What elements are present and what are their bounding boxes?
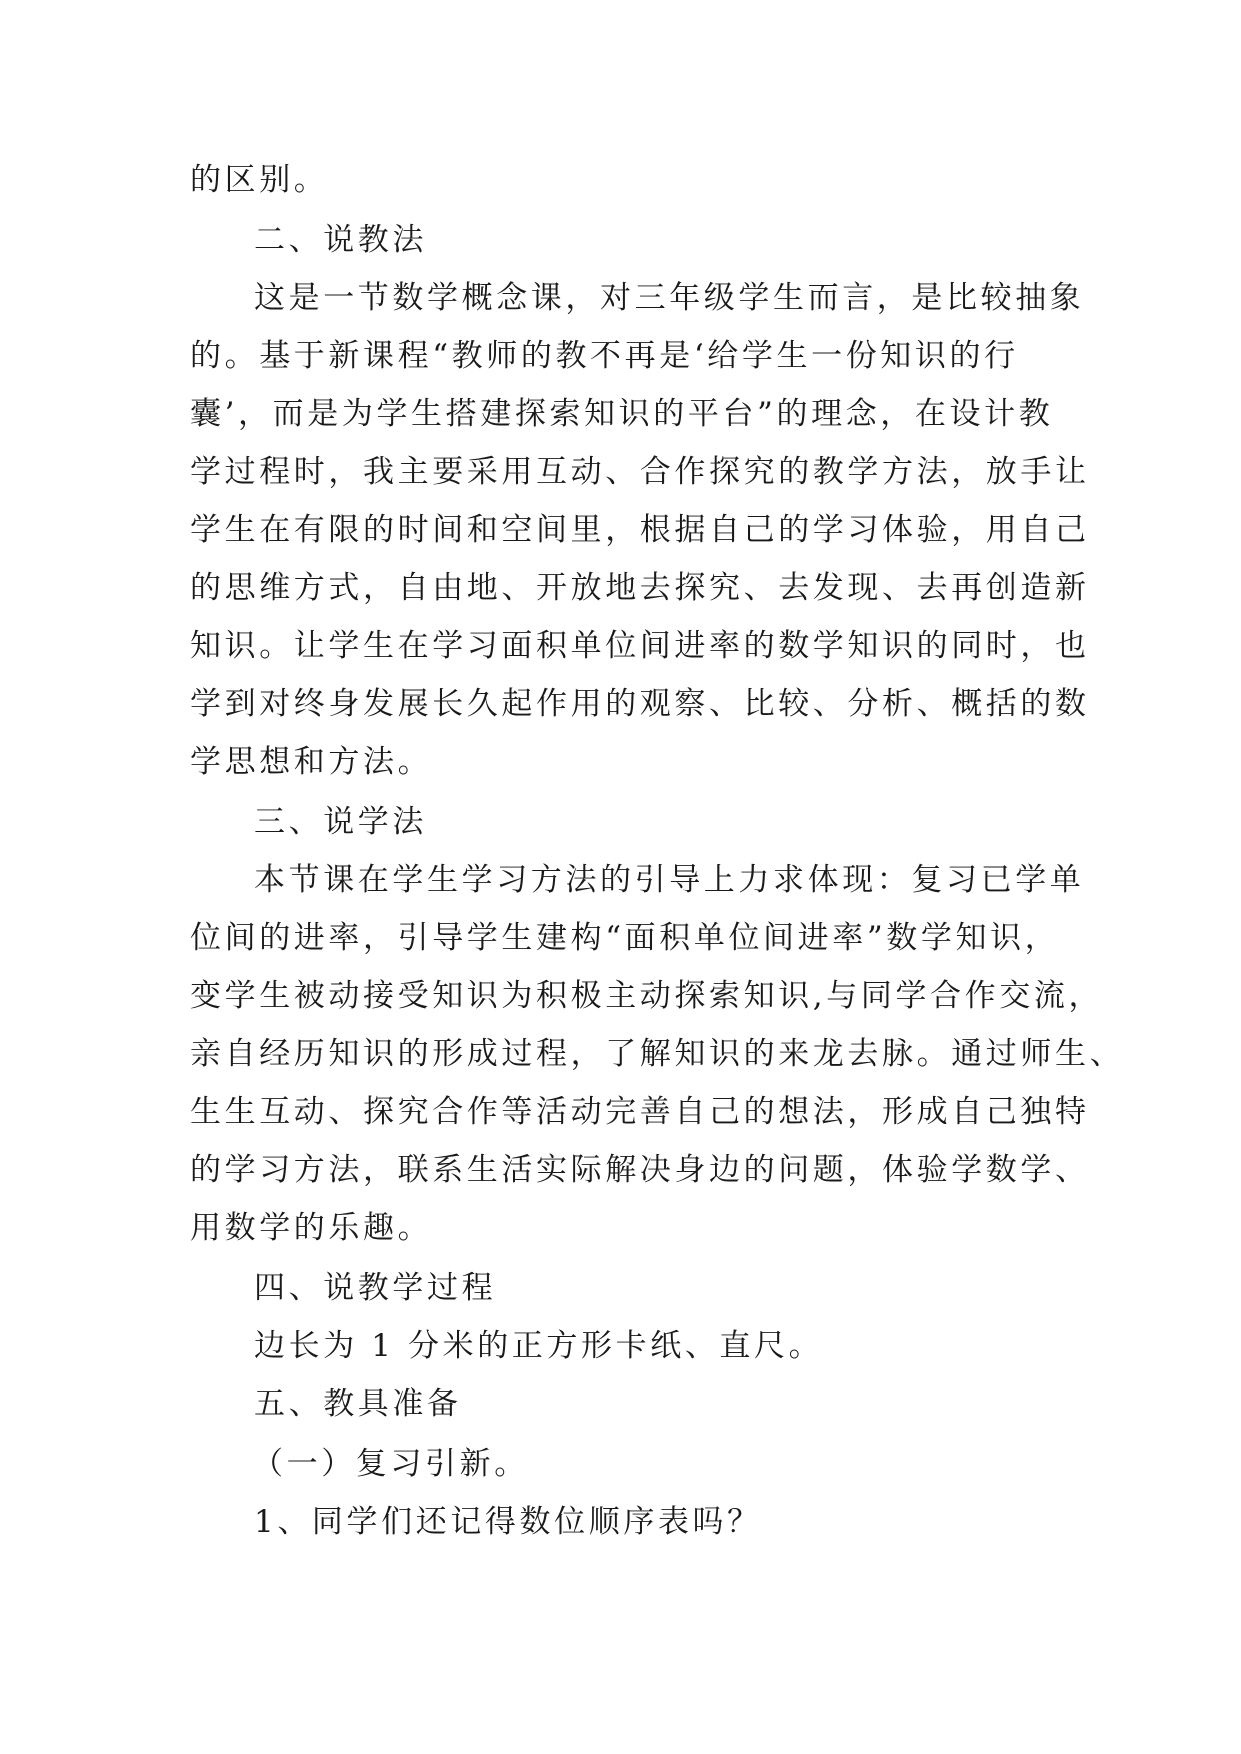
paragraph-line: 的学习方法，联系生活实际解决身边的问题，体验学数学、 (190, 1152, 1090, 1188)
section-heading-teaching-process: 四、说教学过程 (254, 1270, 497, 1306)
paragraph-line: 囊’，而是为学生搭建探索知识的平台”的理念，在设计教 (190, 396, 1054, 432)
paragraph-line: 的思维方式，自由地、开放地去探究、去发现、去再创造新 (190, 570, 1090, 606)
section-heading-learning-method: 三、说学法 (254, 804, 427, 840)
section-heading-teaching-aids: 五、教具准备 (254, 1386, 462, 1422)
paragraph-line: 变学生被动接受知识为积极主动探索知识,与同学合作交流， (190, 978, 1104, 1014)
paragraph-line: 生生互动、探究合作等活动完善自己的想法，形成自己独特 (190, 1094, 1090, 1130)
paragraph-line: 学到对终身发展长久起作用的观察、比较、分析、概括的数 (190, 686, 1090, 722)
paragraph-line: 本节课在学生学习方法的引导上力求体现：复习已学单 (254, 862, 1085, 898)
paragraph-line: 知识。让学生在学习面积单位间进率的数学知识的同时，也 (190, 628, 1090, 664)
section-heading-teaching-method: 二、说教法 (254, 222, 427, 258)
paragraph-line: 学生在有限的时间和空间里，根据自己的学习体验，用自己 (190, 512, 1090, 548)
paragraph-line: 边长为 1 分米的正方形卡纸、直尺。 (254, 1328, 824, 1364)
paragraph-line: 位间的进率，引导学生建构“面积单位间进率”数学知识， (190, 920, 1060, 956)
paragraph-line: 学过程时，我主要采用互动、合作探究的教学方法，放手让 (190, 454, 1090, 490)
paragraph-line: 学思想和方法。 (190, 744, 433, 780)
subsection-heading-review: （一）复习引新。 (252, 1446, 529, 1482)
paragraph-line: 亲自经历知识的形成过程，了解知识的来龙去脉。通过师生、 (190, 1036, 1125, 1072)
paragraph-line: 用数学的乐趣。 (190, 1210, 433, 1246)
list-item-question: 1、同学们还记得数位顺序表吗？ (254, 1504, 762, 1540)
paragraph-line: 的。基于新课程“教师的教不再是‘给学生一份知识的行 (190, 338, 1019, 374)
paragraph-line-continuation: 的区别。 (190, 162, 329, 198)
paragraph-line: 这是一节数学概念课，对三年级学生而言，是比较抽象 (254, 280, 1085, 316)
